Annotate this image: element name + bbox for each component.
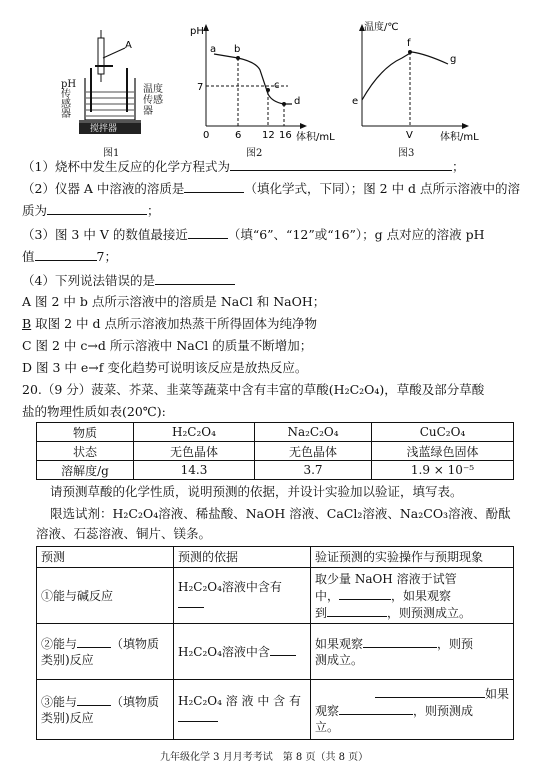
y-axis-label: 温度/℃ xyxy=(364,22,399,33)
question-4: （4）下列说法错误的是 xyxy=(22,272,235,289)
x-axis-label: 体积/mL xyxy=(440,132,479,143)
table-header-cell: CuC₂O₄ xyxy=(372,423,514,442)
prediction-table xyxy=(36,546,514,740)
table-header-cell: H₂C₂O₄ xyxy=(134,423,255,442)
answer-blank-class-3[interactable] xyxy=(77,693,111,706)
table-header-cell: 物质 xyxy=(37,423,134,442)
question-1: （1）烧杯中发生反应的化学方程式为 ； xyxy=(22,159,465,174)
answer-blank-phenomenon-3[interactable] xyxy=(339,702,413,715)
answer-blank-class-2[interactable] xyxy=(77,635,111,648)
table-cell: ①能与碱反应 xyxy=(37,568,174,624)
temperature-curve-chart xyxy=(340,8,500,158)
option-c: C 图 2 中 c→d 所示溶液中 NaCl 的质量不断增加； xyxy=(22,338,313,353)
point-e: e xyxy=(352,96,359,107)
table-cell: ②能与 （填物质 类别)反应 xyxy=(37,624,174,680)
answer-blank-phenomenon-1[interactable] xyxy=(327,604,387,617)
answer-blank-operation-3[interactable] xyxy=(375,685,485,698)
option-a: A 图 2 中 b 点所示溶液中的溶质是 NaCl 和 NaOH； xyxy=(22,294,326,309)
table-cell: H₂C₂O₄ 溶 液 中 含 有 xyxy=(174,680,311,740)
table-cell: 如果 观察 ，则预测成 立。 xyxy=(311,680,514,740)
table-cell: 浅蓝绿色固体 xyxy=(372,442,514,461)
question-20-instruction: 请预测草酸的化学性质，说明预测的依据，并设计实验加以验证，填写表。 xyxy=(50,484,463,499)
point-g: g xyxy=(450,54,457,65)
figure-3-caption: 图3 xyxy=(398,148,415,159)
question-2-line2: 质为 ； xyxy=(22,203,160,218)
table-row xyxy=(37,680,514,740)
table-row xyxy=(37,442,514,461)
ph-curve-chart xyxy=(188,8,338,158)
table-cell: 3.7 xyxy=(255,461,372,480)
answer-blank-basis-1[interactable] xyxy=(178,595,204,608)
question-2-line1: （2）仪器 A 中溶液的溶质是 （填化学式，下同）；图 2 中 d 点所示溶液中的溶 xyxy=(22,181,521,196)
table-cell: ③能与 （填物质 类别)反应 xyxy=(37,680,174,740)
x-tick-12: 12 xyxy=(262,130,275,141)
answer-blank-basis-3[interactable] xyxy=(178,709,218,722)
x-tick-0: 0 xyxy=(203,130,210,141)
question-3-line2: 值 7； xyxy=(22,249,117,264)
figure-1-caption: 图1 xyxy=(103,148,120,159)
x-tick-v: V xyxy=(406,130,413,141)
answer-blank-phenomenon-2[interactable] xyxy=(363,635,437,648)
answer-blank-1[interactable] xyxy=(230,158,452,171)
table-cell: 溶解度/g xyxy=(37,461,134,480)
table-cell: 如果观察 ，则预 测成立。 xyxy=(311,624,514,680)
table-cell: 取少量 NaOH 溶液于试管 中， ，如果观察 到 ，则预测成立。 xyxy=(311,568,514,624)
x-tick-6: 6 xyxy=(235,130,242,141)
x-tick-16: 16 xyxy=(279,130,292,141)
x-axis-label: 体积/mL xyxy=(296,132,335,143)
option-d: D 图 3 中 e→f 变化趋势可说明该反应是放热反应。 xyxy=(22,360,308,375)
table-cell: H₂C₂O₄溶液中含 xyxy=(174,624,311,680)
label-a: A xyxy=(125,40,132,51)
table-row xyxy=(37,624,514,680)
reagents-line-2: 溶液、石蕊溶液、铜片、镁条。 xyxy=(36,526,212,541)
figure-2 xyxy=(188,8,338,158)
y-tick-7: 7 xyxy=(197,82,204,93)
stirrer-label: 搅拌器 xyxy=(90,124,118,134)
answer-blank-2b[interactable] xyxy=(47,202,147,215)
question-20-intro-1: 20.（9 分）菠菜、芥菜、韭菜等蔬菜中含有丰富的草酸(H₂C₂O₄)，草酸及部分草酸 xyxy=(22,382,485,397)
table-header-cell: 预测 xyxy=(37,547,174,568)
figure-1 xyxy=(55,8,185,158)
properties-table xyxy=(36,422,514,480)
point-b: b xyxy=(234,44,241,55)
y-axis-label: pH xyxy=(190,26,204,37)
answer-blank-3b[interactable] xyxy=(35,248,97,261)
answer-blank-4[interactable] xyxy=(155,272,235,285)
table-cell: 无色晶体 xyxy=(255,442,372,461)
table-cell: 状态 xyxy=(37,442,134,461)
figure-2-caption: 图2 xyxy=(246,148,263,159)
table-row xyxy=(37,568,514,624)
point-a: a xyxy=(210,44,217,55)
table-header-cell: 验证预测的实验操作与预期现象 xyxy=(311,547,514,568)
table-cell: 14.3 xyxy=(134,461,255,480)
reagents-line-1: 限选试剂：H₂C₂O₄溶液、稀盐酸、NaOH 溶液、CaCl₂溶液、Na₂CO₃溶液、酚酞 xyxy=(50,506,511,521)
answer-blank-3a[interactable] xyxy=(188,226,228,239)
temp-sensor-label: 温度 传感 器 xyxy=(143,84,163,117)
question-20-intro-2: 盐的物理性质如表(20℃): xyxy=(22,404,166,419)
answer-blank-operation-1[interactable] xyxy=(339,587,391,600)
table-row xyxy=(37,461,514,480)
table-cell: H₂C₂O₄溶液中含有 xyxy=(174,568,311,624)
figure-3 xyxy=(340,8,500,158)
table-cell: 1.9 × 10⁻⁵ xyxy=(372,461,514,480)
ph-sensor-label: pH 传 感 器 xyxy=(61,79,77,120)
table-header-cell: Na₂C₂O₄ xyxy=(255,423,372,442)
page-footer: 九年级化学 3 月月考考试 第 8 页（共 8 页） xyxy=(160,752,369,763)
point-f: f xyxy=(407,38,411,49)
point-d: d xyxy=(294,96,301,107)
table-header-cell: 预测的依据 xyxy=(174,547,311,568)
point-c: c xyxy=(274,80,280,91)
table-header-row xyxy=(37,547,514,568)
answer-blank-basis-2[interactable] xyxy=(270,643,296,656)
option-b: B 取图 2 中 d 点所示溶液加热蒸干所得固体为纯净物 xyxy=(22,316,318,331)
question-3-line1: （3）图 3 中 V 的数值最接近 （填“6”、“12”或“16”）；g 点对应的溶液 pH xyxy=(22,227,485,242)
answer-blank-2a[interactable] xyxy=(184,180,244,193)
table-header-row xyxy=(37,423,514,442)
table-cell: 无色晶体 xyxy=(134,442,255,461)
